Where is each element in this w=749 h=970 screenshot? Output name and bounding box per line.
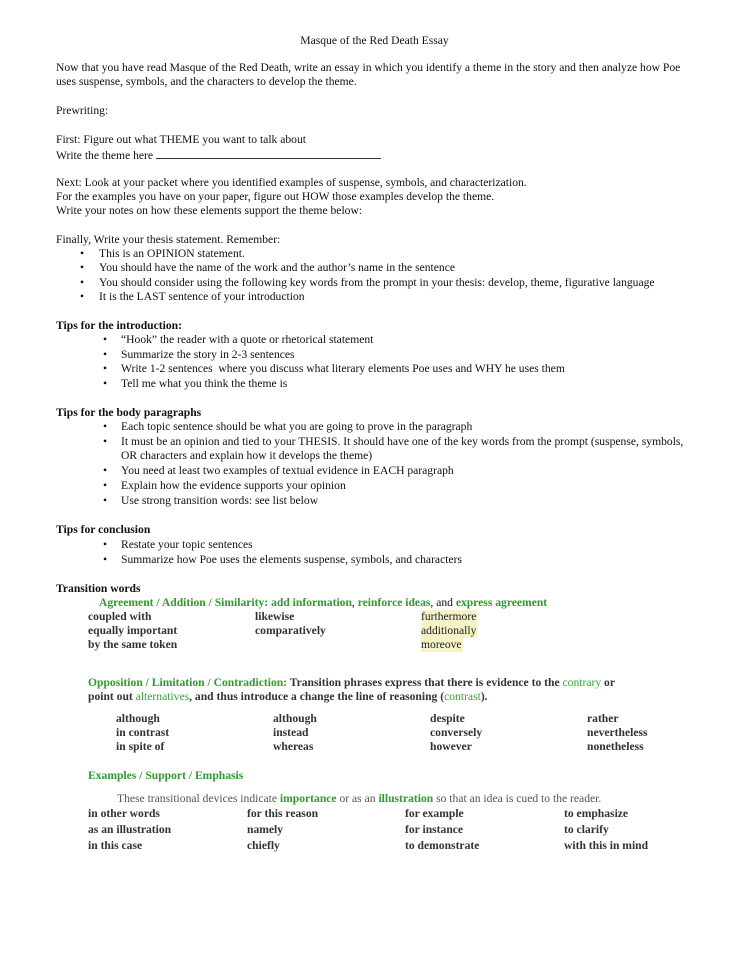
transition-word: as an illustration	[88, 823, 172, 836]
transition-word: despite	[430, 712, 465, 725]
body-tip: Each topic sentence should be what you are going to prove in the paragraph	[121, 420, 473, 433]
bullet-icon: •	[103, 377, 108, 390]
thesis-bullet: It is the LAST sentence of your introduction	[99, 290, 305, 303]
body-tip: It must be an opinion and tied to your THESIS. It should have one of the key words from the prompt (suspense, symbols,	[121, 435, 684, 448]
intro-tip: Tell me what you think the theme is	[121, 377, 288, 390]
bullet-icon: •	[103, 362, 108, 375]
transition-word: conversely	[430, 726, 483, 739]
bullet-icon: •	[80, 276, 85, 289]
transition-word: nonetheless	[587, 740, 644, 753]
transition-word-highlighted: furthermore	[421, 610, 477, 623]
transition-word: with this in mind	[564, 839, 649, 852]
transition-word-highlighted: moreove	[421, 638, 462, 651]
transition-word: by the same token	[88, 638, 178, 651]
transition-word: instead	[273, 726, 309, 739]
intro-line-2: uses suspense, symbols, and the characters to develop the theme.	[56, 75, 357, 88]
intro-line-1: Now that you have read Masque of the Red Death, write an essay in which you identify a theme in the story and then analyze how Poe	[56, 61, 681, 74]
intro-tip: Summarize the story in 2-3 sentences	[121, 348, 295, 361]
transition-word: equally important	[88, 624, 178, 637]
transition-word: whereas	[273, 740, 314, 753]
transition-word: to demonstrate	[405, 839, 480, 852]
bullet-icon: •	[103, 464, 108, 477]
transition-word: likewise	[255, 610, 295, 623]
next-line-3: Write your notes on how these elements support the theme below:	[56, 204, 363, 217]
transition-word: comparatively	[255, 624, 326, 637]
transition-word: for instance	[405, 823, 464, 836]
transition-word: although	[116, 712, 160, 725]
document-title: Masque of the Red Death Essay	[300, 34, 449, 47]
next-line-2: For the examples you have on your paper, figure out HOW those examples develop the theme.	[56, 190, 495, 203]
theme-blank-line[interactable]	[156, 147, 381, 159]
body-tip: Explain how the evidence supports your opinion	[121, 479, 346, 492]
transition-word: in contrast	[116, 726, 170, 739]
transition-word: to clarify	[564, 823, 609, 836]
transition-word: namely	[247, 823, 284, 836]
body-tip: You need at least two examples of textual evidence in EACH paragraph	[121, 464, 454, 477]
bullet-icon: •	[103, 420, 108, 433]
conclusion-tips-heading: Tips for conclusion	[56, 523, 151, 536]
bullet-icon: •	[103, 538, 108, 551]
transition-word: although	[273, 712, 317, 725]
transition-word-highlighted: additionally	[421, 624, 477, 637]
thesis-bullet: You should consider using the following key words from the prompt in your thesis: develop, theme, figurative language	[99, 276, 655, 289]
transition-words-heading: Transition words	[56, 582, 141, 595]
body-tips-heading: Tips for the body paragraphs	[56, 406, 202, 419]
bullet-icon: •	[103, 333, 108, 346]
transition-word: to emphasize	[564, 807, 629, 820]
transition-word: however	[430, 740, 472, 753]
thesis-bullet: This is an OPINION statement.	[99, 247, 245, 260]
transition-word: in other words	[88, 807, 160, 820]
bullet-icon: •	[103, 494, 108, 507]
intro-tip: “Hook” the reader with a quote or rhetorical statement	[121, 333, 374, 346]
transition-word: for this reason	[247, 807, 319, 820]
prewriting-label: Prewriting:	[56, 104, 109, 117]
transition-word: in spite of	[116, 740, 165, 753]
conclusion-tip: Summarize how Poe uses the elements suspense, symbols, and characters	[121, 553, 462, 566]
intro-tip: Write 1-2 sentences where you discuss what literary elements Poe uses and WHY he uses them	[121, 362, 565, 375]
thesis-bullet: You should have the name of the work and the author’s name in the sentence	[99, 261, 455, 274]
thesis-heading: Finally, Write your thesis statement. Remember:	[56, 233, 281, 246]
transition-word: coupled with	[88, 610, 152, 623]
transition-word: for example	[405, 807, 464, 820]
next-line-1: Next: Look at your packet where you identified examples of suspense, symbols, and characterization.	[56, 176, 527, 189]
intro-tips-heading: Tips for the introduction:	[56, 319, 182, 332]
bullet-icon: •	[80, 247, 85, 260]
first-instruction: First: Figure out what THEME you want to talk about	[56, 133, 306, 146]
bullet-icon: •	[103, 435, 108, 448]
transition-word: rather	[587, 712, 619, 725]
bullet-icon: •	[103, 479, 108, 492]
transition-word: nevertheless	[587, 726, 648, 739]
bullet-icon: •	[103, 553, 108, 566]
bullet-icon: •	[103, 348, 108, 361]
body-tip: Use strong transition words: see list below	[121, 494, 319, 507]
theme-prompt-label: Write the theme here	[56, 149, 154, 162]
bullet-icon: •	[80, 290, 85, 303]
examples-heading: Examples / Support / Emphasis	[88, 769, 244, 782]
bullet-icon: •	[80, 261, 85, 274]
body-tip-continued: OR characters and explain how it develops the theme)	[121, 449, 373, 462]
transition-word: in this case	[88, 839, 143, 852]
agreement-heading: Agreement / Addition / Similarity: add information, reinforce ideas, and express agreement	[99, 596, 548, 609]
opposition-paragraph-line-2: point out alternatives, and thus introduce a change the line of reasoning (contrast).	[88, 690, 488, 703]
transition-word: chiefly	[247, 839, 280, 852]
conclusion-tip: Restate your topic sentences	[121, 538, 253, 551]
theme-prompt-line	[56, 147, 381, 163]
examples-description: These transitional devices indicate importance or as an illustration so that an idea is cued to the reader.	[117, 792, 602, 805]
opposition-paragraph-line-1: Opposition / Limitation / Contradiction: Transition phrases express that there is evidence to the contrary or	[88, 676, 615, 689]
